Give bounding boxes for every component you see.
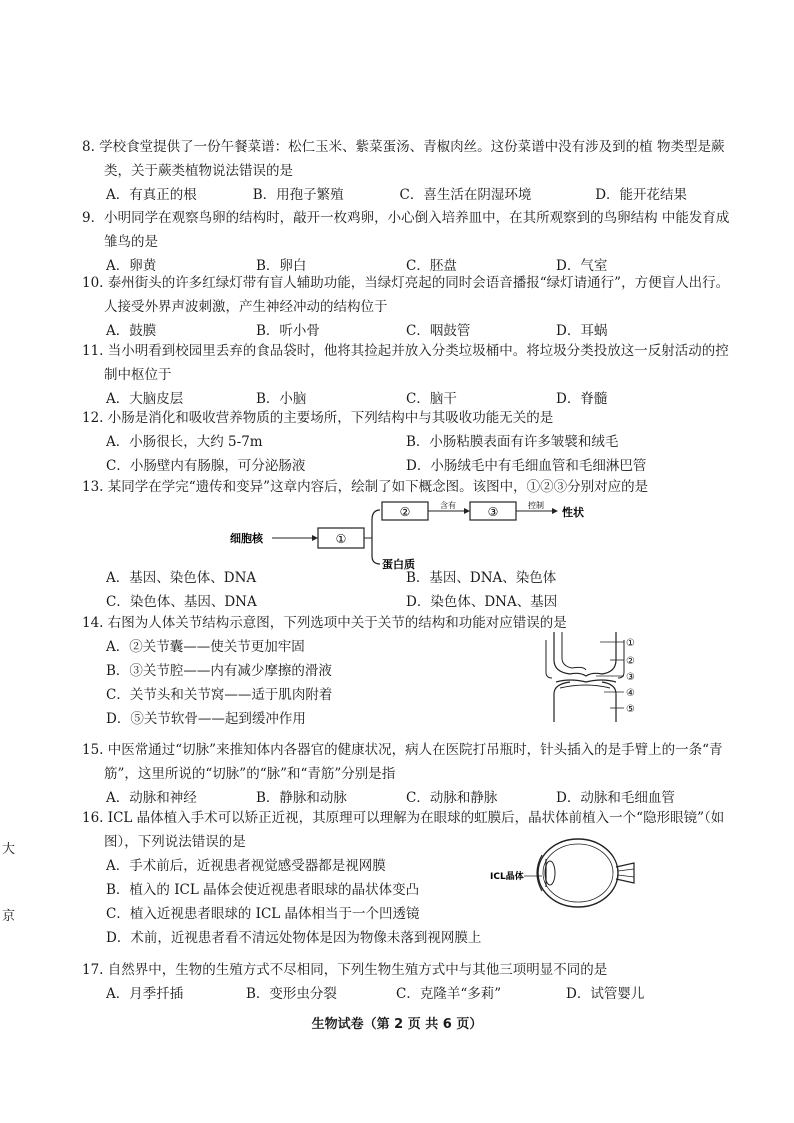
- option-c[interactable]: C．喜生活在阴湿环境: [399, 187, 532, 203]
- question-9-text: 9．小明同学在观察鸟卵的结构时，敲开一枚鸡卵，小心倒入培养皿中，在其所观察到的鸟卵结构 中能发育成雏鸟的是: [82, 210, 730, 250]
- option-c[interactable]: C．植入近视患者眼球的 ICL 晶体相当于一个凹透镜: [106, 906, 420, 922]
- question-13-options: [82, 566, 742, 614]
- option-a[interactable]: A．卵黄: [106, 258, 157, 274]
- option-b[interactable]: B．静脉和动脉: [256, 790, 347, 806]
- option-d[interactable]: D．动脉和毛细血管: [556, 790, 675, 806]
- option-d[interactable]: D．术前，近视患者看不清远处物体是因为物像未落到视网膜上: [106, 930, 482, 946]
- question-12-text: 12. 小肠是消化和吸收营养物质的主要场所，下列结构中与其吸收功能无关的是: [82, 410, 554, 426]
- question-15: [82, 738, 742, 810]
- question-16-options: [82, 854, 742, 950]
- option-b[interactable]: B．听小骨: [256, 323, 320, 339]
- eye-icl-diagram: [488, 833, 638, 909]
- option-a[interactable]: A．小肠很长，大约 5-7m: [106, 434, 263, 450]
- option-d[interactable]: D．小肠绒毛中有毛细血管和毛细淋巴管: [406, 458, 647, 474]
- question-12-options-row1: [82, 430, 742, 454]
- question-13-options-row1: [82, 566, 742, 590]
- controls-label: 控制: [528, 501, 544, 510]
- nucleus-label: 细胞核: [230, 532, 263, 545]
- option-a[interactable]: A．手术前后，近视患者视觉感受器都是视网膜: [106, 858, 386, 874]
- option-a[interactable]: A．动脉和神经: [106, 790, 197, 806]
- question-9: [82, 206, 742, 278]
- option-a[interactable]: A．有真正的根: [106, 187, 197, 203]
- option-a[interactable]: A．月季扦插: [106, 986, 184, 1002]
- question-8: [82, 135, 742, 207]
- question-17-text: 17. 自然界中，生物的生殖方式不尽相同，下列生物生殖方式中与其他三项明显不同的是: [82, 962, 608, 978]
- option-b[interactable]: B．基因、DNA、染色体: [406, 570, 557, 586]
- margin-char-1: 大: [2, 842, 16, 857]
- option-c[interactable]: C．关节头和关节窝——适于肌肉附着: [106, 687, 333, 703]
- option-a[interactable]: A．大脑皮层: [106, 391, 184, 407]
- option-b[interactable]: B．卵白: [256, 258, 307, 274]
- option-d[interactable]: D．试管婴儿: [566, 986, 645, 1002]
- protein-label: 蛋白质: [382, 558, 415, 570]
- question-16-text: 16. ICL 晶体植入手术可以矫正近视，其原理可以理解为在眼球的虹膜后，晶状体前植入一个“隐形眼镜”（如图），下列说法错误的是: [82, 810, 725, 850]
- label-5: ⑤: [626, 704, 635, 715]
- label-1: ①: [626, 638, 635, 649]
- question-8-options: [82, 183, 742, 207]
- question-17: [82, 958, 742, 1006]
- margin-char-2: 京: [2, 909, 16, 924]
- option-c[interactable]: C．克隆羊“多莉”: [396, 986, 502, 1002]
- question-8-text: 8. 学校食堂提供了一份午餐菜谱：松仁玉米、紫菜蛋汤、青椒肉丝。这份菜谱中没有涉及到的植 物类型是蕨类，关于蕨类植物说法错误的是: [82, 139, 725, 179]
- option-a[interactable]: A．基因、染色体、DNA: [106, 570, 257, 586]
- question-13-text: 13. 某同学在学完“遗传和变异”这章内容后，绘制了如下概念图。该图中，①②③分别对应的是: [82, 479, 649, 495]
- icl-label: ICL晶体: [490, 872, 524, 882]
- question-12: [82, 406, 742, 478]
- option-c[interactable]: C．咽鼓管: [406, 323, 471, 339]
- option-c[interactable]: C．动脉和静脉: [406, 790, 498, 806]
- question-11: [82, 339, 742, 411]
- node-2: ②: [399, 505, 411, 519]
- contains-label: 含有: [440, 501, 456, 510]
- question-17-options: [82, 982, 742, 1006]
- option-a[interactable]: A．②关节囊——使关节更加牢固: [106, 639, 305, 655]
- question-10: [82, 271, 742, 343]
- option-d[interactable]: D．染色体、DNA、基因: [406, 594, 558, 610]
- option-d[interactable]: D．耳蜗: [556, 323, 608, 339]
- page-footer: 生物试卷（第 2 页 共 6 页）: [311, 1017, 483, 1032]
- concept-map-diagram: [220, 498, 600, 570]
- option-a[interactable]: A．鼓膜: [106, 323, 157, 339]
- option-c[interactable]: C．染色体、基因、DNA: [106, 594, 257, 610]
- question-13: [82, 475, 742, 499]
- node-3: ③: [487, 505, 499, 519]
- option-c[interactable]: C．脑干: [406, 391, 457, 407]
- option-b[interactable]: B．植入的 ICL 晶体会使近视患者眼球的晶状体变凸: [106, 882, 420, 898]
- option-c[interactable]: C．胚盘: [406, 258, 457, 274]
- option-b[interactable]: B．小脑: [256, 391, 307, 407]
- label-2: ②: [626, 656, 635, 667]
- option-c[interactable]: C．小肠壁内有肠腺，可分泌肠液: [106, 458, 306, 474]
- label-4: ④: [626, 688, 635, 699]
- question-16: [82, 806, 742, 950]
- question-10-text: 10. 泰州街头的许多红绿灯带有盲人辅助功能，当绿灯亮起的同时会语音播报“绿灯请通行”，方便盲人出行。人接受外界声波刺激，产生神经冲动的结构位于: [82, 275, 730, 315]
- label-3: ③: [626, 672, 635, 683]
- joint-structure-diagram: [540, 632, 640, 722]
- option-b[interactable]: B．用孢子繁殖: [252, 187, 344, 203]
- question-15-text: 15. 中医常通过“切脉”来推知体内各器官的健康状况，病人在医院打吊瓶时，针头插入的是手臂上的一条“青筋”，这里所说的“切脉”的“脉”和“青筋”分别是指: [82, 742, 723, 782]
- question-11-text: 11. 当小明看到校园里丢弃的食品袋时，他将其捡起并放入分类垃圾桶中。将垃圾分类投放这一反射活动的控制中枢位于: [82, 343, 729, 383]
- option-d[interactable]: D．脊髓: [556, 391, 608, 407]
- option-d[interactable]: D．⑤关节软骨——起到缓冲作用: [106, 711, 306, 727]
- question-14-text: 14. 右图为人体关节结构示意图，下列选项中关于关节的结构和功能对应错误的是: [82, 615, 567, 631]
- node-1: ①: [335, 532, 347, 546]
- question-14: [82, 611, 742, 731]
- option-b[interactable]: B．小肠粘膜表面有许多皱襞和绒毛: [406, 434, 619, 450]
- option-d[interactable]: D．能开花结果: [595, 187, 688, 203]
- question-14-options: [82, 635, 742, 731]
- option-d[interactable]: D．气室: [556, 258, 608, 274]
- option-b[interactable]: B．③关节腔——内有减少摩擦的滑液: [106, 663, 332, 679]
- option-b[interactable]: B．变形虫分裂: [246, 986, 337, 1002]
- trait-label: 性状: [562, 506, 584, 519]
